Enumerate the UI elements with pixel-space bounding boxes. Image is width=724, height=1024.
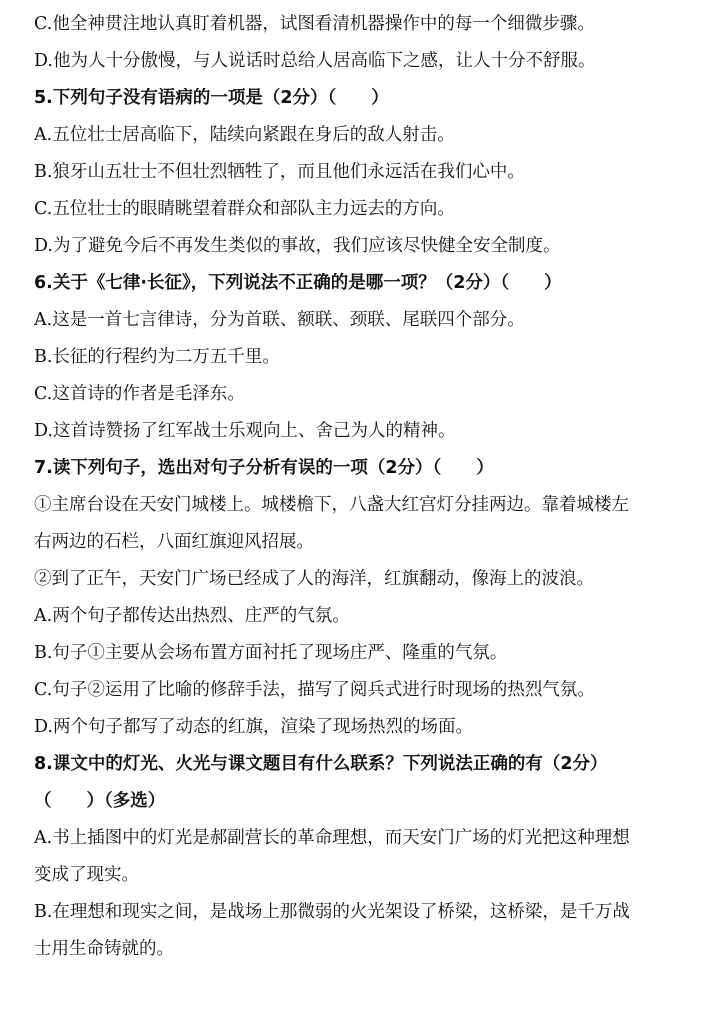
question-5-option-b: B.狼牙山五壮士不但壮烈牺牲了，而且他们永远活在我们心中。 <box>34 162 525 182</box>
question-6-option-a: A.这是一首七言律诗，分为首联、额联、颈联、尾联四个部分。 <box>34 310 525 330</box>
question-7-option-a: A.两个句子都传达出热烈、庄严的气氛。 <box>34 606 350 626</box>
question-7-sentence-2: ②到了正午，天安门广场已经成了人的海洋，红旗翻动，像海上的波浪。 <box>34 569 594 589</box>
emphasis-dot-char: 居 <box>332 51 351 71</box>
emphasis-dot-char: 高 <box>350 51 368 71</box>
question-6-stem: 6.关于《七律·长征》，下列说法不正确的是哪一项？（2分）（ ） <box>34 273 562 293</box>
question-6-option-b: B.长征的行程约为二万五千里。 <box>34 347 280 367</box>
option-d-text: D.他为人十分傲慢，与人说话时总给人居高临下之感，让人十分不舒服。 <box>34 51 596 71</box>
question-7-sentence-1: ①主席台设在天安门城楼上。城楼檐下，八盏大红宫灯分挂两边。靠着城楼左 <box>34 495 629 515</box>
question-7-option-c: C.句子②运用了比喻的修辞手法，描写了阅兵式进行时现场的热烈气氛。 <box>34 680 595 700</box>
question-5-option-a: A.五位壮士居高临下，陆续向紧跟在身后的敌人射击。 <box>34 125 455 145</box>
emphasis-dot-char: 临 <box>367 51 386 71</box>
question-8-stem: 8.课文中的灯光、火光与课文题目有什么联系？下列说法正确的有（2分） <box>34 754 608 774</box>
question-8-stem-cont: （ ）（多选） <box>34 791 166 811</box>
question-8-option-a: A.书上插图中的灯光是郝副营长的革命理想，而天安门广场的灯光把这种理想 <box>34 828 630 848</box>
option-d-line <box>34 51 704 71</box>
emphasis-dot-char: 下 <box>385 51 403 71</box>
question-7-option-d: D.两个句子都写了动态的红旗，渲染了现场热烈的场面。 <box>34 717 473 737</box>
option-c-line: C.他全神贯注地认真盯着机器，试图看清机器操作中的每一个细微步骤。 <box>34 14 595 34</box>
question-7-sentence-1-cont: 右两边的石栏，八面红旗迎风招展。 <box>34 532 314 552</box>
question-8-option-b: B.在理想和现实之间，是战场上那微弱的火光架设了桥梁，这桥梁，是千万战 <box>34 902 630 922</box>
question-8-option-a-cont: 变成了现实。 <box>34 865 139 885</box>
question-6-option-c: C.这首诗的作者是毛泽东。 <box>34 384 245 404</box>
question-5-option-d: D.为了避免今后不再发生类似的事故，我们应该尽快健全安全制度。 <box>34 236 561 256</box>
question-5-stem: 5.下列句子没有语病的一项是（2分）（ ） <box>34 88 389 108</box>
question-5-option-c: C.五位壮士的眼睛眺望着群众和部队主力远去的方向。 <box>34 199 455 219</box>
question-7-stem: 7.读下列句子，选出对句子分析有误的一项（2分）（ ） <box>34 458 494 478</box>
question-8-option-b-cont: 士用生命铸就的。 <box>34 939 174 959</box>
question-6-option-d: D.这首诗赞扬了红军战士乐观向上、舍己为人的精神。 <box>34 421 456 441</box>
question-7-option-b: B.句子①主要从会场布置方面衬托了现场庄严、隆重的气氛。 <box>34 643 508 663</box>
